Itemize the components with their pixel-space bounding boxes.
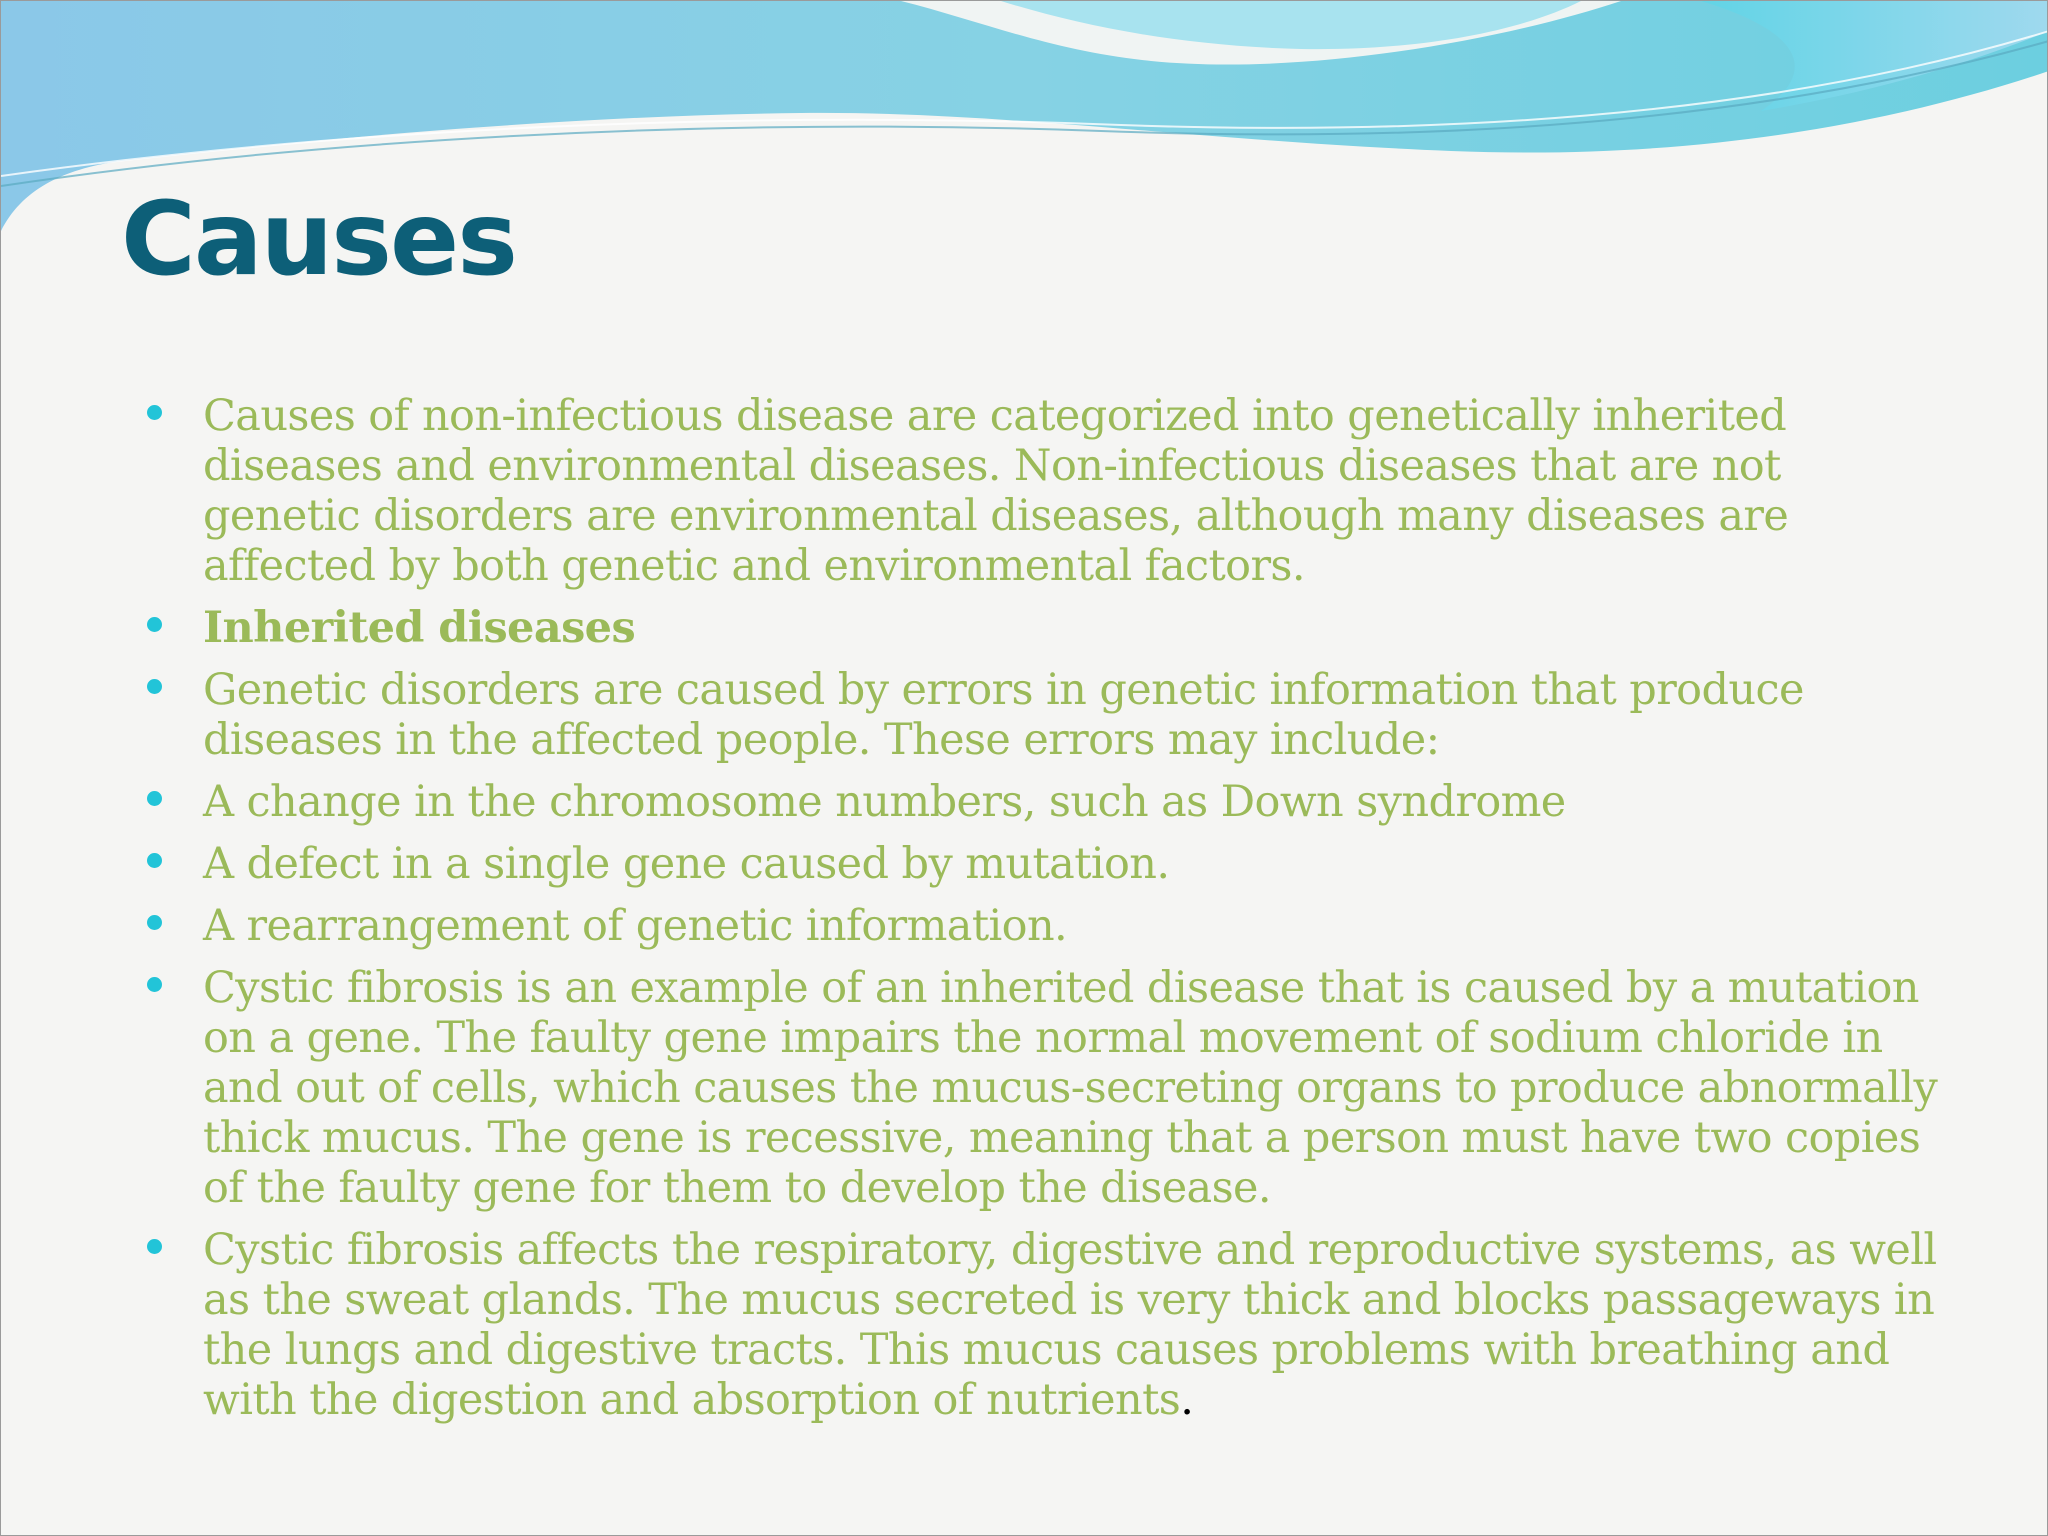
round-bullet-icon (147, 405, 162, 420)
bullet-item (141, 391, 1941, 591)
bullet-item (141, 665, 1941, 765)
round-bullet-icon (147, 1239, 162, 1254)
bullet-item (141, 901, 1941, 951)
bullet-list (141, 391, 1941, 1437)
bullet-item (141, 603, 1941, 653)
round-bullet-icon (147, 853, 162, 868)
bullet-text: Causes of non-infectious disease are categorized into genetically inherited diseases and environmental diseases. Non-infectious diseases that are not genetic disorders are environmental diseases, although many diseases are affected by both genetic and environmental factors. (203, 391, 1789, 591)
round-bullet-icon (147, 977, 162, 992)
bullet-item (141, 777, 1941, 827)
bullet-end-punctuation: . (1180, 1375, 1194, 1425)
round-bullet-icon (147, 791, 162, 806)
bullet-text: Cystic fibrosis is an example of an inherited disease that is caused by a mutation on a gene. The faulty gene impairs the normal movement of sodium chloride in and out of cells, which causes the mucus-secreting organs to produce abnormally thick mucus. The gene is recessive, meaning that a person must have two copies of the faulty gene for them to develop the disease. (203, 963, 1938, 1213)
bullet-item (141, 963, 1941, 1213)
round-bullet-icon (147, 617, 162, 632)
bullet-heading-text: Inherited diseases (203, 603, 636, 653)
bullet-item (141, 839, 1941, 889)
bullet-text: A change in the chromosome numbers, such as Down syndrome (203, 777, 1566, 827)
bullet-text: A rearrangement of genetic information. (203, 901, 1068, 951)
round-bullet-icon (147, 915, 162, 930)
bullet-text: Genetic disorders are caused by errors in genetic information that produce diseases in the affected people. These errors may include: (203, 665, 1804, 765)
bullet-text: Cystic fibrosis affects the respiratory, digestive and reproductive systems, as well as the sweat glands. The mucus secreted is very thick and blocks passageways in the lungs and digestive tracts. This mucus causes problems with breathing and with the digestion and absorption of nutrients (203, 1225, 1937, 1425)
slide-title: Causes (121, 180, 516, 299)
bullet-item (141, 1225, 1941, 1425)
round-bullet-icon (147, 679, 162, 694)
bullet-text: A defect in a single gene caused by mutation. (203, 839, 1170, 889)
bullet-text-wrapper (203, 1225, 1941, 1425)
